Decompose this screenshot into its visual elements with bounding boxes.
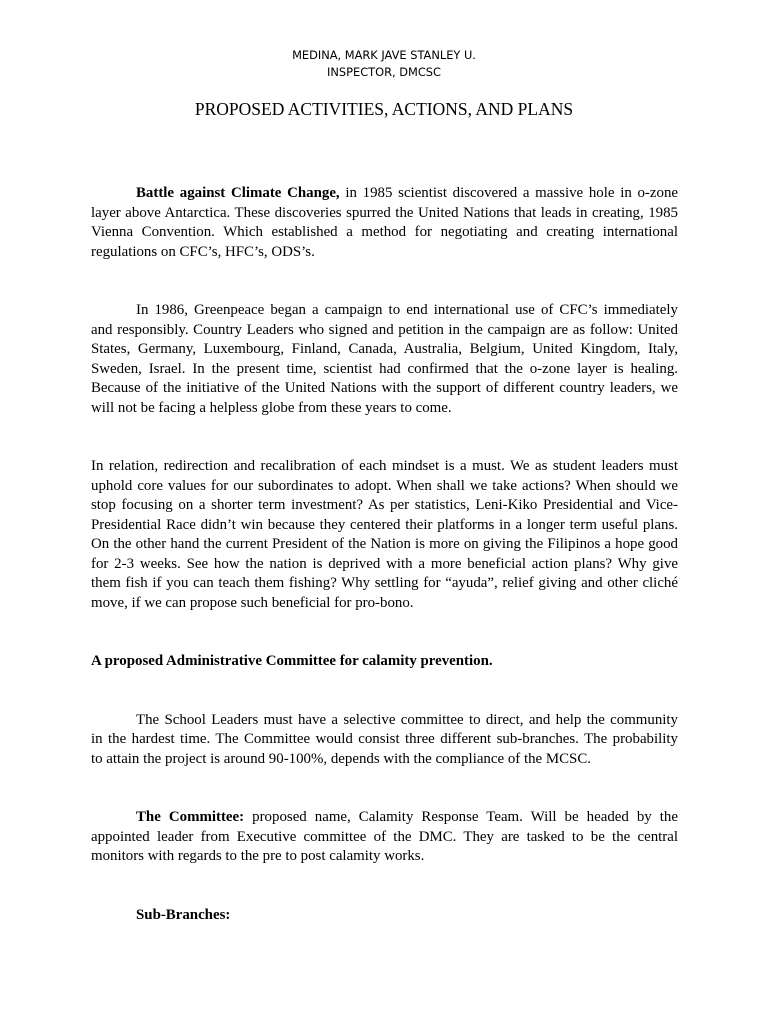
paragraph-line xyxy=(91,184,678,204)
paragraph-lead-bold: Battle against Climate Change, xyxy=(136,185,340,201)
author-name: MEDINA, MARK JAVE STANLEY U. xyxy=(292,48,476,62)
paragraph-line: to attain the project is around 90-100%, depends with the compliance of the MCSC. xyxy=(91,750,591,767)
paragraph-line: will not be facing a helpless globe from these years to come. xyxy=(91,399,452,416)
sub-branches-heading-text: Sub-Branches: xyxy=(136,906,231,923)
paragraph-line: On the other hand the current President of the Nation is more on giving the Filipinos a hope good xyxy=(91,536,678,552)
paragraph-line: them fish if you can teach them fishing? Why settling for “ayuda”, relief giving and other cliché xyxy=(91,575,678,591)
paragraph-lead-bold: The Committee: xyxy=(136,809,245,825)
paragraph-line: appointed leader from Executive committee of the DMC. They are tasked to be the central xyxy=(91,828,678,845)
author-position: INSPECTOR, DMCSC xyxy=(327,65,441,79)
paragraph-line: Sweden, Israel. In the present time, scientist had confirmed that the o-zone layer is healing. xyxy=(91,360,678,377)
paragraph-line xyxy=(91,808,678,828)
paragraph-line: for 2-3 weeks. See how the nation is deprived with a more beneficial action plans? Why give xyxy=(91,555,678,572)
section-heading-text: A proposed Administrative Committee for calamity prevention. xyxy=(91,653,493,669)
committee-paragraph xyxy=(91,808,678,867)
paragraph-line: uphold core values for our subordinates to adopt. When shall we take actions? When should we xyxy=(91,477,678,494)
paragraph-line: layer above Antarctica. These discoveries spurred the United Nations that leads in creating, 1985 xyxy=(91,204,678,221)
committee-heading xyxy=(91,652,678,672)
greenpeace-paragraph xyxy=(91,301,678,418)
relation-paragraph xyxy=(91,457,678,613)
school-leaders-paragraph xyxy=(91,711,678,770)
paragraph-line: move, if we can propose such beneficial for pro-bono. xyxy=(91,594,414,611)
climate-change-paragraph xyxy=(91,184,678,262)
sub-branches-heading xyxy=(91,906,678,926)
paragraph-line: In relation, redirection and recalibration of each mindset is a must. We as student leaders must xyxy=(91,458,678,474)
paragraph-line: monitors with regards to the pre to post calamity works. xyxy=(91,848,425,864)
paragraph-line: States, Germany, Luxembourg, Finland, Canada, Australia, Belgium, United Kingdom, Italy, xyxy=(91,341,678,357)
paragraph-line: In 1986, Greenpeace began a campaign to end international use of CFC’s immediately xyxy=(136,302,678,318)
paragraph-line: regulations on CFC’s, HFC’s, ODS’s. xyxy=(91,243,315,260)
document-body xyxy=(91,184,678,925)
paragraph-line-text: proposed name, Calamity Response Team. Will be headed by the xyxy=(252,809,678,825)
paragraph-line-text: in 1985 scientist discovered a massive hole in o-zone xyxy=(345,185,679,201)
paragraph-line: Vienna Convention. Which established a method for negotiating and creating international xyxy=(91,224,678,240)
paragraph-line: stop focusing on a shorter term investment? As per statistics, Leni-Kiko Presidential and Vice- xyxy=(91,497,678,513)
paragraph-line: Because of the initiative of the United Nations with the support of different country leaders, we xyxy=(91,380,678,396)
paragraph-line: Presidential Race didn’t win because they centered their platforms in a longer term useful plans. xyxy=(91,516,678,533)
document-title: PROPOSED ACTIVITIES, ACTIONS, AND PLANS xyxy=(194,99,574,119)
paragraph-line: The School Leaders must have a selective committee to direct, and help the community xyxy=(136,711,678,728)
paragraph-line: and responsibly. Country Leaders who signed and petition in the campaign are as follow: United xyxy=(91,321,678,338)
paragraph-line: in the hardest time. The Committee would consist three different sub-branches. The probability xyxy=(91,731,678,747)
